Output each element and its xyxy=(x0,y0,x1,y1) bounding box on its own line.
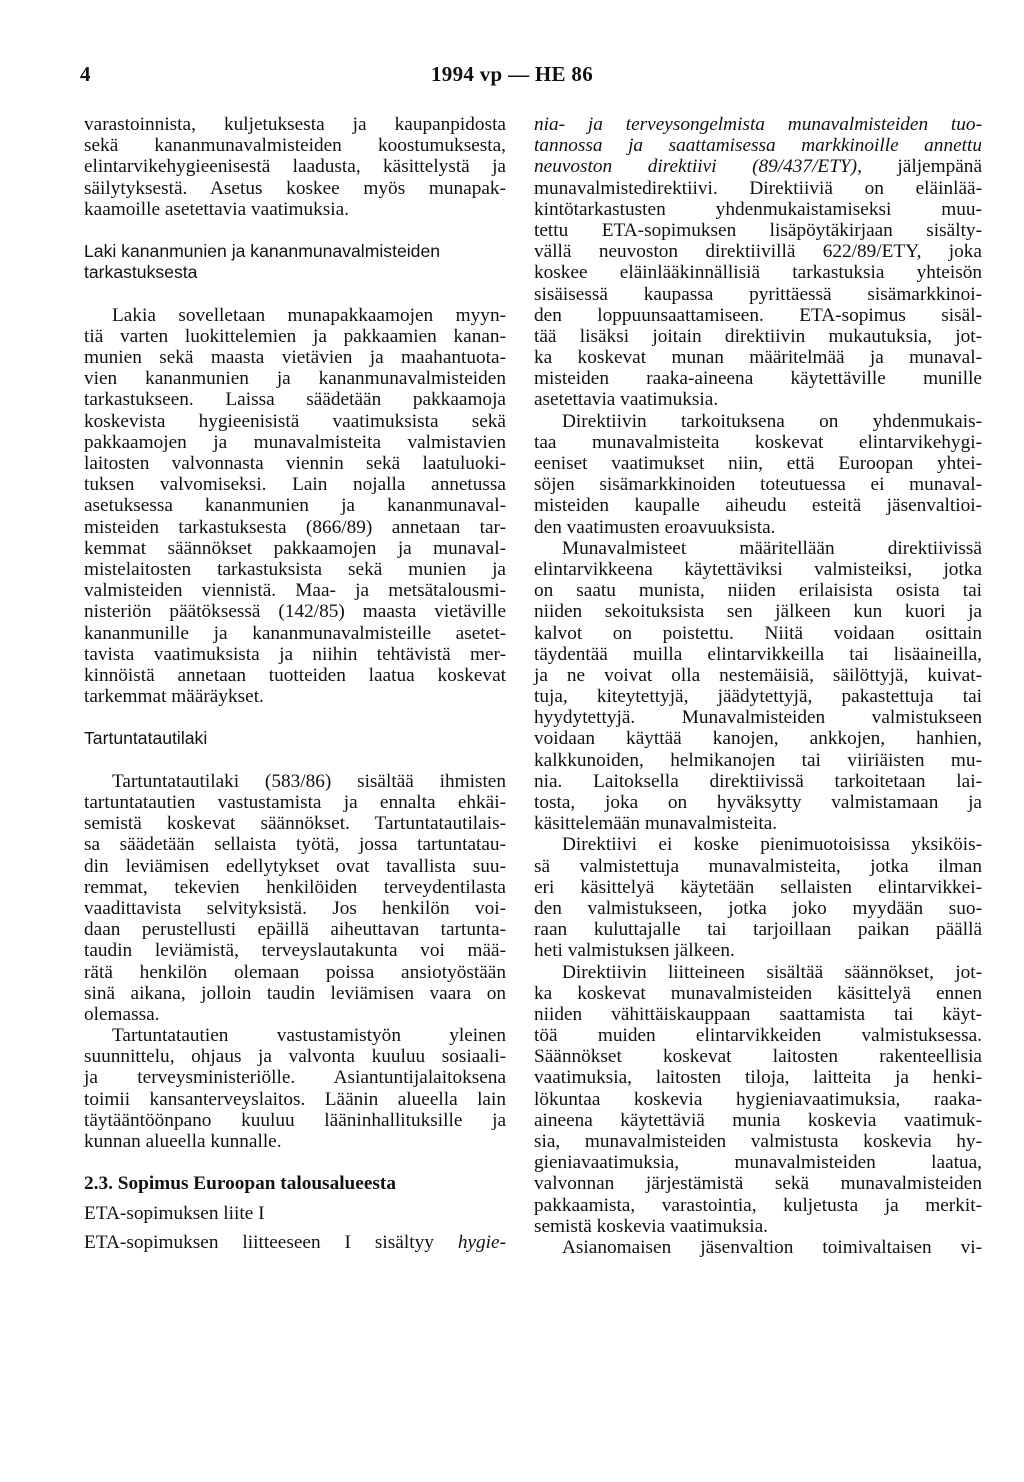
section-heading: 2.3. Sopimus Euroopan talousalueesta xyxy=(84,1173,396,1195)
text-line: tavista vaatimuksista ja niihin tehtävistä mer- xyxy=(84,643,506,665)
text-line: elintarvikehygieenisestä laadusta, käsittelystä ja xyxy=(84,156,506,178)
text-fragment: jäljempänä xyxy=(861,156,983,178)
text-line: daan perustellusti epäillä aiheuttavan tartunta- xyxy=(84,919,506,941)
text-line: eri käsittelyä käytetään sellaisten elintarvikkei- xyxy=(534,876,982,898)
text-line: munavalmistedirektiivi. Direktiiviä on eläinlää- xyxy=(534,177,982,199)
text-line: asetettavia vaatimuksia. xyxy=(534,389,719,411)
text-line: kananmunille ja kananmunavalmisteille asetet- xyxy=(84,622,506,644)
text-line: täydentää muilla elintarvikkeilla tai lisäaineilla, xyxy=(534,643,982,665)
text-line: sa säädetään sellaista työtä, jossa tartuntatau- xyxy=(84,834,506,856)
directive-paragraph xyxy=(534,114,982,411)
text-line: heti valmistuksen jälkeen. xyxy=(534,940,735,962)
text-line: hyydytettyjä. Munavalmisteiden valmistukseen xyxy=(534,707,982,729)
tartunta-paragraph-1 xyxy=(84,771,506,1025)
heading-line: tarkastuksesta xyxy=(84,262,198,283)
text-line: vaatimuksia, laitosten tiloja, laitteita ja henki- xyxy=(534,1067,982,1089)
text-line: nia. Laitoksella direktiivissä tarkoitetaan lai- xyxy=(534,770,982,792)
text-line: ka koskevat munan määritelmää ja munaval- xyxy=(534,347,982,369)
text-line: Direktiivi ei koske pienimuotoisissa yksiköis- xyxy=(562,834,982,856)
text-line: toimii kansanterveyslaitos. Läänin alueella lain xyxy=(84,1088,506,1110)
text-line: koskee eläinlääkinnällisiä tarkastuksia yhteisön xyxy=(534,262,982,284)
text-line: nisteriön päätöksessä (142/85) maasta vietäville xyxy=(84,601,506,623)
text-line: semistä koskevat säännökset. Tartuntatautilais- xyxy=(84,813,506,835)
text-line: den vaatimusten eroavuuksista. xyxy=(534,516,776,538)
text-line: remmat, tekevien henkilöiden terveydentilasta xyxy=(84,876,506,898)
text-line: tartuntatautien vastustamista ja ennalta ehkäi- xyxy=(84,792,506,813)
text-line: ja terveysministeriölle. Asiantuntijalaitoksena xyxy=(84,1067,506,1089)
italic-line: tannossa ja saattamisessa markkinoille annettu xyxy=(534,135,982,157)
text-line: tuksen valvomiseksi. Lain nojalla annetussa xyxy=(84,474,506,496)
text-line: valmisteiden viennistä. Maa- ja metsätalousmi- xyxy=(84,580,506,602)
text-line: raan kuluttajalle tai tarjoillaan paikan päällä xyxy=(534,919,982,941)
text-line: taudin leviämistä, terveyslautakunta voi mää- xyxy=(84,940,506,962)
text-line: sia, munavalmisteiden valmistusta koskevia hy- xyxy=(534,1131,982,1152)
right-column xyxy=(534,114,982,1258)
text-line: olemassa. xyxy=(84,1003,160,1025)
text-line: kalkkunoiden, helmikanojen tai viiriäisten mu- xyxy=(534,749,982,771)
text-line: pakkaamista, varastointia, kuljetusta ja merkit- xyxy=(534,1194,982,1216)
text-line: varastoinnista, kuljetuksesta ja kaupanpidosta xyxy=(84,114,506,135)
text-line: munien sekä maasta vietävien ja maahantuota- xyxy=(84,347,506,369)
text-line: töä muiden elintarvikkeiden valmistuksessa. xyxy=(534,1025,982,1047)
definition-paragraph xyxy=(534,538,982,835)
text-line: Tartuntatautilaki (583/86) sisältää ihmisten xyxy=(112,770,506,792)
laki-paragraph xyxy=(84,305,506,708)
text-line: vien kananmunien ja kananmunavalmisteiden xyxy=(84,368,506,390)
text-line: kemmat säännökset pakkaamojen ja munaval- xyxy=(84,537,506,559)
text-line: den loppuunsaattamiseen. ETA-sopimus sisäl- xyxy=(534,304,982,326)
left-column xyxy=(84,114,506,1253)
text-line: söjen sisämarkkinoiden toteutuessa ei munaval- xyxy=(534,474,982,496)
running-title: 1994 vp — HE 86 xyxy=(430,62,594,86)
text-line: laitosten valvonnasta viennin sekä laatuluoki- xyxy=(84,453,506,474)
text-line: täytääntöönpano kuuluu lääninhallituksille ja xyxy=(84,1109,506,1131)
text-line: tettu ETA-sopimuksen lisäpöytäkirjaan sisälty- xyxy=(534,219,982,241)
heading-line: Tartuntatautilaki xyxy=(84,728,208,749)
text-line: Lakia sovelletaan munapakkaamojen myyn- xyxy=(112,304,506,326)
italic-line: nia- ja terveysongelmista munavalmisteiden tuo- xyxy=(534,114,982,135)
eta-paragraph-start xyxy=(84,1232,506,1253)
text-line: misteiden kaupalle aiheudu esteitä jäsenvaltioi- xyxy=(534,495,982,517)
text-line: din leviämisen edellytykset ovat tavallista suu- xyxy=(84,855,506,877)
text-line: valvonnan järjestämistä sekä munavalmisteiden xyxy=(534,1173,982,1195)
text-line: kalvot on poistettu. Niitä voidaan osittain xyxy=(534,622,982,644)
eta-subheading xyxy=(84,1203,506,1224)
text-line: niiden vähittäiskauppaan saattamista tai käyt- xyxy=(534,1003,982,1025)
text-line: voidaan käyttää kanojen, ankkojen, hanhien, xyxy=(534,728,982,750)
text-line: elintarvikkeena käytettäviksi valmisteiksi, jotka xyxy=(534,558,982,580)
mixed-line xyxy=(534,156,982,177)
text-line: misteiden raaka-aineena käytettäville munille xyxy=(534,368,982,390)
laki-heading xyxy=(84,241,506,283)
section-2-3-heading xyxy=(84,1173,506,1194)
text-line: lökuntaa koskevia hygieniavaatimuksia, raaka- xyxy=(534,1088,982,1110)
subheading: ETA-sopimuksen liite I xyxy=(84,1202,265,1224)
text-line: tosta, joka on hyväksytty valmistamaan ja xyxy=(534,792,982,813)
tartunta-heading xyxy=(84,728,506,749)
purpose-paragraph xyxy=(534,411,982,538)
text-line: kintötarkastusten yhdenmukaistamiseksi muu- xyxy=(534,198,982,220)
italic-fragment: neuvoston direktiivi (89/437/ETY), xyxy=(534,156,862,178)
text-line: kinnöistä annetaan tuotteiden laatua koskevat xyxy=(84,664,506,686)
text-line: eeniset vaatimukset niin, että Euroopan yhtei- xyxy=(534,453,982,474)
text-line: taa munavalmisteita koskevat elintarvikehygi- xyxy=(534,431,982,453)
text-line: semistä koskevia vaatimuksia. xyxy=(534,1215,769,1237)
text-line: mistelaitosten tarkastuksista sekä munien ja xyxy=(84,558,506,580)
text-line: rätä henkilön olemaan poissa ansiotyöstään xyxy=(84,961,506,983)
text-line: tää lisäksi joitain direktiivin mukautuksia, jot- xyxy=(534,325,982,347)
text-fragment: ETA-sopimuksen liitteeseen I sisältyy xyxy=(84,1231,458,1253)
text-line: sekä kananmunavalmisteiden koostumuksesta, xyxy=(84,135,506,157)
text-line: Asianomaisen jäsenvaltion toimivaltaisen vi- xyxy=(562,1236,982,1258)
text-line: sisäisessä kaupassa pyrittäessä sisämarkkinoi- xyxy=(534,283,982,305)
text-line: käsittelemään munavalmisteita. xyxy=(534,813,778,835)
text-line: Direktiivin tarkoituksena on yhdenmukais- xyxy=(562,410,982,432)
text-line: suunnittelu, ohjaus ja valvonta kuuluu sosiaali- xyxy=(84,1046,506,1068)
text-line: Direktiivin liitteineen sisältää säännökset, jot- xyxy=(562,961,982,983)
text-line: misteiden tarkastuksesta (866/89) annetaan tar- xyxy=(84,516,506,538)
text-line: tarkemmat määräykset. xyxy=(84,686,264,708)
text-line: pakkaamojen ja munavalmisteita valmistavien xyxy=(84,431,506,453)
text-line: sinä aikana, jolloin taudin leviämisen vaara on xyxy=(84,982,506,1004)
text-line: gieniavaatimuksia, munavalmisteiden laatua, xyxy=(534,1152,982,1174)
text-line: ja ne voivat olla nestemäisiä, säilöttyjä, kuivat- xyxy=(534,664,982,686)
page-header xyxy=(0,62,1024,92)
italic-fragment: hygie- xyxy=(457,1231,506,1253)
text-line: koskevista hygieenisistä vaatimuksista sekä xyxy=(84,410,506,432)
provisions-paragraph xyxy=(534,962,982,1237)
text-line: asetuksessa kananmunien ja kananmunaval- xyxy=(84,495,506,517)
text-line: tuja, kiteytettyjä, jäädytettyjä, pakastettuja tai xyxy=(534,686,982,708)
text-line: niiden sekoituksista sen jälkeen kun kuori ja xyxy=(534,601,982,623)
text-line: Säännökset koskevat laitosten rakenteellisia xyxy=(534,1046,982,1068)
text-line: ka koskevat munavalmisteiden käsittelyä ennen xyxy=(534,982,982,1004)
scope-paragraph xyxy=(534,834,982,961)
text-line: säilytyksestä. Asetus koskee myös munapak- xyxy=(84,177,506,199)
text-line: on saatu munista, niiden erilaisista osista tai xyxy=(534,580,982,602)
text-line: kunnan alueella kunnalle. xyxy=(84,1131,282,1152)
text-line: tarkastukseen. Laissa säädetään pakkaamoja xyxy=(84,389,506,411)
text-line: tiä varten luokittelemien ja pakkaamien kanan- xyxy=(84,325,506,347)
authority-paragraph xyxy=(534,1237,982,1258)
text-line: aineena käytettäviä munia koskevia vaatimuk- xyxy=(534,1109,982,1131)
text-line: Tartuntatautien vastustamistyön yleinen xyxy=(112,1025,506,1047)
text-line xyxy=(84,1232,506,1253)
text-line: den valmistukseen, jotka joko myydään suo- xyxy=(534,897,982,919)
text-line: vällä neuvoston direktiivillä 622/89/ETY, joka xyxy=(534,241,982,263)
text-line: Munavalmisteet määritellään direktiivissä xyxy=(562,537,982,559)
intro-paragraph xyxy=(84,114,506,220)
heading-line: Laki kananmunien ja kananmunavalmisteiden xyxy=(84,241,441,262)
text-line: sä valmistettuja munavalmisteita, jotka ilman xyxy=(534,855,982,877)
text-line: vaadittavista selvityksistä. Jos henkilön voi- xyxy=(84,897,506,919)
tartunta-paragraph-2 xyxy=(84,1025,506,1152)
text-line: kaamoille asetettavia vaatimuksia. xyxy=(84,198,350,220)
page-number: 4 xyxy=(80,62,91,86)
